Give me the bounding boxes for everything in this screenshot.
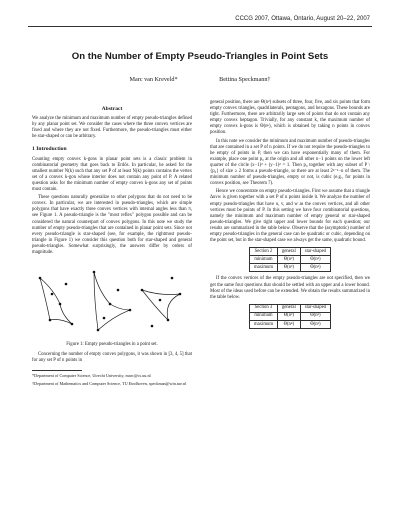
table-cell: minimum [249,312,277,320]
footnote-1: *Department of Computer Science, Utrecht University, marc@cs.uu.nl [32,373,151,379]
table-cell: Θ(n³) [277,264,300,272]
right-paragraph-1: general position, there are Θ(n²) subsets of three, four, five, and six points that form empty convex triangles, quadrilaterals, pentagons, and hexagons. These bounds are tight. Furthermore, there are arbitrarily large sets of points that do not contain any empty convex heptagon. Trivially, for any constant k, the maximum number of empty convex k-gons is Θ(nᵏ), which is obtained by taking n points in convex position. [210,100,370,136]
table-cell: maximum [249,321,277,329]
table-cell: Θ(n³) [300,321,330,329]
right-column [210,100,370,333]
left-column [32,100,192,388]
table-row [249,321,330,329]
right-paragraph-2: In this note we consider the minimum and maximum number of pseudo-triangles that are contained in a set P of n points. If we do not require the pseudo-triangles to be empty of points in P, then we can have exponentially many of them. For example, place one point p₀ at the origin and all other n−1 points on the lower left quarter of the circle (x−1)² + (y−1)² = 1. Then p₀ together with any subset of P \ {p₀} of size ≥ 2 forms a pseudo-triangle, so there are at least 2ⁿ⁻¹−n of them. The minimum number of pseudo-triangles, empty or not, is cubic (e.g., for points in convex position, see Theorem 7). [210,138,370,187]
abstract-heading: Abstract [101,106,123,112]
table-cell: Θ(n²) [277,256,300,264]
pseudo-triangle-illustration [32,260,192,340]
table-header-cell: general [277,248,300,256]
table-header-cell: star-shaped [300,248,330,256]
table-header-cell: general [277,304,300,312]
table-header-cell: Section 2 [249,248,277,256]
conference-header: CCCG 2007, Ottawa, Ontario, August 20–22, 2007 [235,16,370,22]
table-cell: Θ(n³) [300,312,330,320]
table-cell: Θ(n²) [300,256,330,264]
intro-paragraph-3: Concerning the number of empty convex polygons, it was shown in [3, 4, 5] that for any set P of n points in [32,352,192,364]
table-row [249,264,330,272]
intro-paragraph-1: Counting empty convex k-gons in planar point sets is a classic problem in combinatorial geometry that goes back to Erdős. In particular, he asked for the smallest number N(k) such that any set P of at least N(k) points contains the vertex set of a convex k-gon whose interior does not contain any point of P. A related question asks for the minimum number of empty convex k-gons any set of points must contain. [32,156,192,193]
table-row [249,256,330,264]
table-cell: maximum [249,264,277,272]
abstract-text: We analyze the minimum and maximum number of empty pseudo-triangles defined by any planar point set. We consider the cases where the three convex vertices are fixed and where they are not fixed. Furthermore, the pseudo-triangles must either be star-shaped or can be arbitrary. [32,116,192,140]
author-1: Marc van Kreveld* [129,76,178,83]
table-header-row [249,304,330,312]
table-header-cell: star-shaped [300,304,330,312]
footnote-rule [32,370,82,371]
table-cell: Θ(n³) [277,312,300,320]
footnote-2: †Department of Mathematics and Computer Science, TU Eindhoven, speckman@win.tue.nl [32,380,187,386]
results-table-section-3 [249,304,331,329]
authors [0,76,400,83]
table-cell: Θ(n²) [300,264,330,272]
author-2: Bettina Speckmann† [219,76,271,83]
right-paragraph-4: If the convex vertices of the empty pseudo-triangles are not specified, then we get the same four questions that should be settled with an upper and a lower bound. Most of the ideas used before can be extended. We obtain the results summarized in the table below. [210,276,370,300]
right-paragraph-3: Hence we concentrate on empty pseudo-triangles. First we assume that a triangle Δuvw is given together with a set P of n points inside it. We analyze the number of empty pseudo-triangles that have u, v, and w as the convex vertices, and all other vertices must be points of P. In this setting we have four combinatorial questions, namely the minimum and maximum number of empty general or star-shaped pseudo-triangles. We give tight upper and lower bounds for each question; our results are summarized in the table below. Observe that the (asymptotic) number of empty pseudo-triangles in the general case can be quadratic or cubic, depending on the point set, but in the star-shaped case we always get the same, quadratic bound. [210,189,370,244]
figure-caption: Figure 1: Empty pseudo-triangles in a point set. [66,342,158,348]
table-header-row [249,248,330,256]
header-rule [28,26,372,27]
results-table-section-2 [249,247,331,272]
table-header-cell: Section 3 [249,304,277,312]
figure-1 [32,260,192,340]
table-row [249,312,330,320]
table-cell: minimum [249,256,277,264]
table-cell: Θ(n⁴) [277,321,300,329]
intro-heading: 1 Introduction [32,146,67,153]
intro-paragraph-2: These questions naturally generalize to other polygons that do not need to be convex. In particular, we are interested in pseudo-triangles, which are simple polygons that have exactly three convex vertices with internal angles less than π, see Figure 1. A pseudo-triangle is the "most reflex" polygon possible and can be considered the natural counterpart of convex polygons. In this note we study the number of empty pseudo-triangles that are contained in planar point sets. Since not every pseudo-triangle is star-shaped (see, for example, the rightmost pseudo-triangle in Figure 1) we consider this question both for star-shaped and general pseudo-triangles. Somewhat surprisingly, the answers differ by orders of magnitude. [32,195,192,255]
paper-title: On the Number of Empty Pseudo-Triangles in Point Sets [71,51,329,62]
